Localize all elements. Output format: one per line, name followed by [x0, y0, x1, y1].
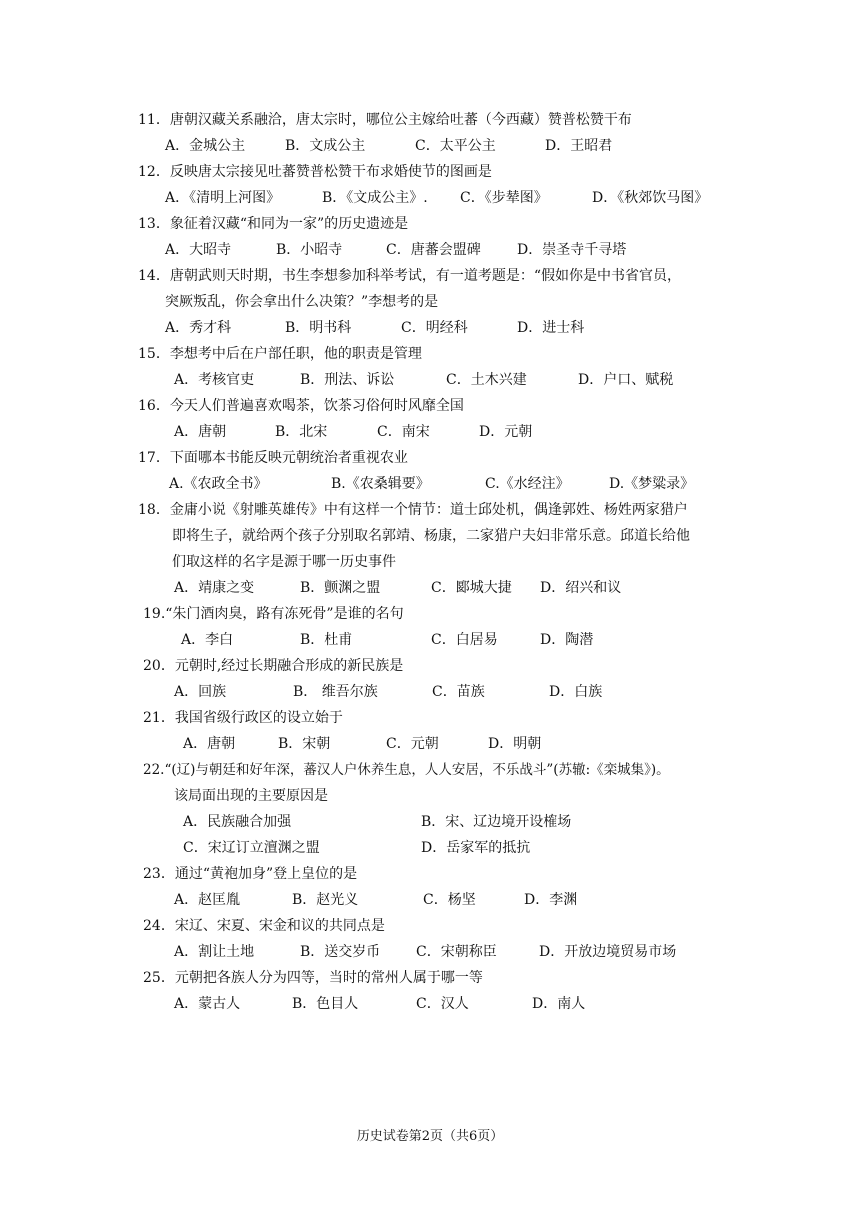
question-25-option-c: C．汉人 [416, 996, 469, 1012]
question-24-option-b: B．送交岁币 [300, 944, 381, 960]
question-20-stem: 20．元朝时,经过长期融合形成的新民族是 [143, 658, 404, 674]
question-15-option-c: C．土木兴建 [446, 372, 527, 388]
question-14-stem-line-2: 突厥叛乱，你会拿出什么决策？”李想考的是 [165, 294, 439, 310]
question-18-stem-line-1: 18．金庸小说《射雕英雄传》中有这样一个情节：道士邱处机，偶逢郭姓、杨姓两家猎户 [138, 502, 688, 518]
question-15-option-d: D．户口、赋税 [578, 372, 674, 388]
question-24-option-c: C．宋朝称臣 [416, 944, 497, 960]
question-18-option-d: D．绍兴和议 [540, 580, 622, 596]
question-16-option-a: A．唐朝 [174, 424, 227, 440]
question-17-option-c: C.《水经注》 [485, 476, 570, 492]
question-22-option-d: D．岳家军的抵抗 [421, 840, 531, 856]
question-14-stem-line-1: 14．唐朝武则天时期，书生李想参加科举考试，有一道考题是：“假如你是中书省官员， [138, 268, 681, 284]
question-13-option-d: D．崇圣寺千寻塔 [517, 242, 627, 258]
question-19-stem: 19.“朱门酒肉臭，路有冻死骨”是谁的名句 [143, 606, 404, 622]
question-20-option-c: C．苗族 [432, 684, 485, 700]
question-25-stem: 25．元朝把各族人分为四等，当时的常州人属于哪一等 [143, 970, 483, 986]
question-23-option-d: D．李渊 [524, 892, 578, 908]
question-20-option-d: D．白族 [549, 684, 603, 700]
question-18-stem-line-2: 即将生子，就给两个孩子分别取名郭靖、杨康，二家猎户夫妇非常乐意。邱道长给他 [172, 528, 690, 544]
question-16-option-d: D．元朝 [479, 424, 533, 440]
question-20-option-a: A．回族 [174, 684, 227, 700]
question-20-option-b: B． 维吾尔族 [293, 684, 378, 700]
question-23-option-b: B．赵光义 [292, 892, 359, 908]
question-11-option-c: C．太平公主 [415, 138, 496, 154]
question-12-option-c: C．《步辇图》 [460, 190, 548, 206]
question-19-option-c: C．白居易 [431, 632, 498, 648]
question-12-option-d: D．《秋郊饮马图》 [592, 190, 709, 206]
question-22-option-a: A．民族融合加强 [183, 814, 292, 830]
page-footer: 历史试卷第2页（共6页） [356, 1129, 504, 1144]
question-21-option-a: A．唐朝 [183, 736, 236, 752]
question-21-option-d: D．明朝 [488, 736, 542, 752]
question-16-stem: 16．今天人们普遍喜欢喝茶，饮茶习俗何时风靡全国 [138, 398, 464, 414]
question-16-option-b: B．北宋 [275, 424, 328, 440]
question-21-option-c: C．元朝 [386, 736, 439, 752]
question-11-option-a: A．金城公主 [165, 138, 246, 154]
question-23-option-a: A．赵匡胤 [174, 892, 241, 908]
question-15-option-a: A．考核官吏 [174, 372, 255, 388]
question-14-option-b: B．明书科 [285, 320, 352, 336]
question-25-option-a: A．蒙古人 [174, 996, 241, 1012]
question-13-option-b: B．小昭寺 [276, 242, 343, 258]
question-24-option-a: A．割让土地 [174, 944, 255, 960]
question-11-option-d: D．王昭君 [545, 138, 613, 154]
question-13-option-a: A．大昭寺 [165, 242, 232, 258]
question-12-option-b: B．《文成公主》. [322, 190, 428, 206]
question-17-option-b: B.《农桑辑要》 [331, 476, 430, 492]
question-23-option-c: C．杨坚 [423, 892, 476, 908]
question-15-stem: 15．李想考中后在户部任职，他的职责是管理 [138, 346, 422, 362]
question-25-option-d: D．南人 [532, 996, 586, 1012]
question-14-option-a: A．秀才科 [165, 320, 232, 336]
question-11-stem: 11．唐朝汉藏关系融洽，唐太宗时，哪位公主嫁给吐蕃（今西藏）赞普松赞干布 [138, 112, 632, 128]
question-22-option-b: B．宋、辽边境开设榷场 [421, 814, 572, 830]
question-19-option-b: B．杜甫 [300, 632, 353, 648]
question-22-stem-line-2: 该局面出现的主要原因是 [174, 788, 328, 804]
question-13-option-c: C．唐蕃会盟碑 [386, 242, 481, 258]
question-17-stem: 17．下面哪本书能反映元朝统治者重视农业 [138, 450, 408, 466]
question-23-stem: 23．通过“黄袍加身”登上皇位的是 [143, 866, 358, 882]
question-19-option-a: A．李白 [181, 632, 234, 648]
question-24-stem: 24．宋辽、宋夏、宋金和议的共同点是 [143, 918, 385, 934]
question-18-option-b: B．颤渊之盟 [300, 580, 381, 596]
question-19-option-d: D．陶潜 [540, 632, 594, 648]
question-14-option-c: C．明经科 [401, 320, 468, 336]
question-16-option-c: C．南宋 [377, 424, 430, 440]
question-24-option-d: D．开放边境贸易市场 [539, 944, 677, 960]
question-15-option-b: B．刑法、诉讼 [300, 372, 395, 388]
question-11-option-b: B．文成公主 [285, 138, 366, 154]
question-21-option-b: B．宋朝 [278, 736, 331, 752]
question-18-option-a: A．靖康之变 [174, 580, 255, 596]
question-22-stem-line-1: 22.“(辽)与朝廷和好年深，蕃汉人户休养生息，人人安居，不乐战斗”(苏辙:《栾城集》)。 [143, 762, 670, 778]
question-25-option-b: B．色目人 [292, 996, 359, 1012]
question-12-option-a: A．《清明上河图》 [165, 190, 281, 206]
question-13-stem: 13．象征着汉藏“和同为一家”的历史遗迹是 [138, 216, 409, 232]
question-21-stem: 21．我国省级行政区的设立始于 [143, 710, 343, 726]
question-17-option-a: A.《农政全书》 [169, 476, 268, 492]
question-12-stem: 12．反映唐太宗接见吐蕃赞普松赞干布求婚使节的图画是 [138, 164, 492, 180]
question-17-option-d: D.《梦粱录》 [609, 476, 695, 492]
question-22-option-c: C．宋辽订立澶渊之盟 [183, 840, 320, 856]
question-18-stem-line-3: 们取这样的名字是源于哪一历史事件 [172, 554, 396, 570]
question-14-option-d: D．进士科 [517, 320, 585, 336]
question-18-option-c: C．郾城大捷 [431, 580, 512, 596]
